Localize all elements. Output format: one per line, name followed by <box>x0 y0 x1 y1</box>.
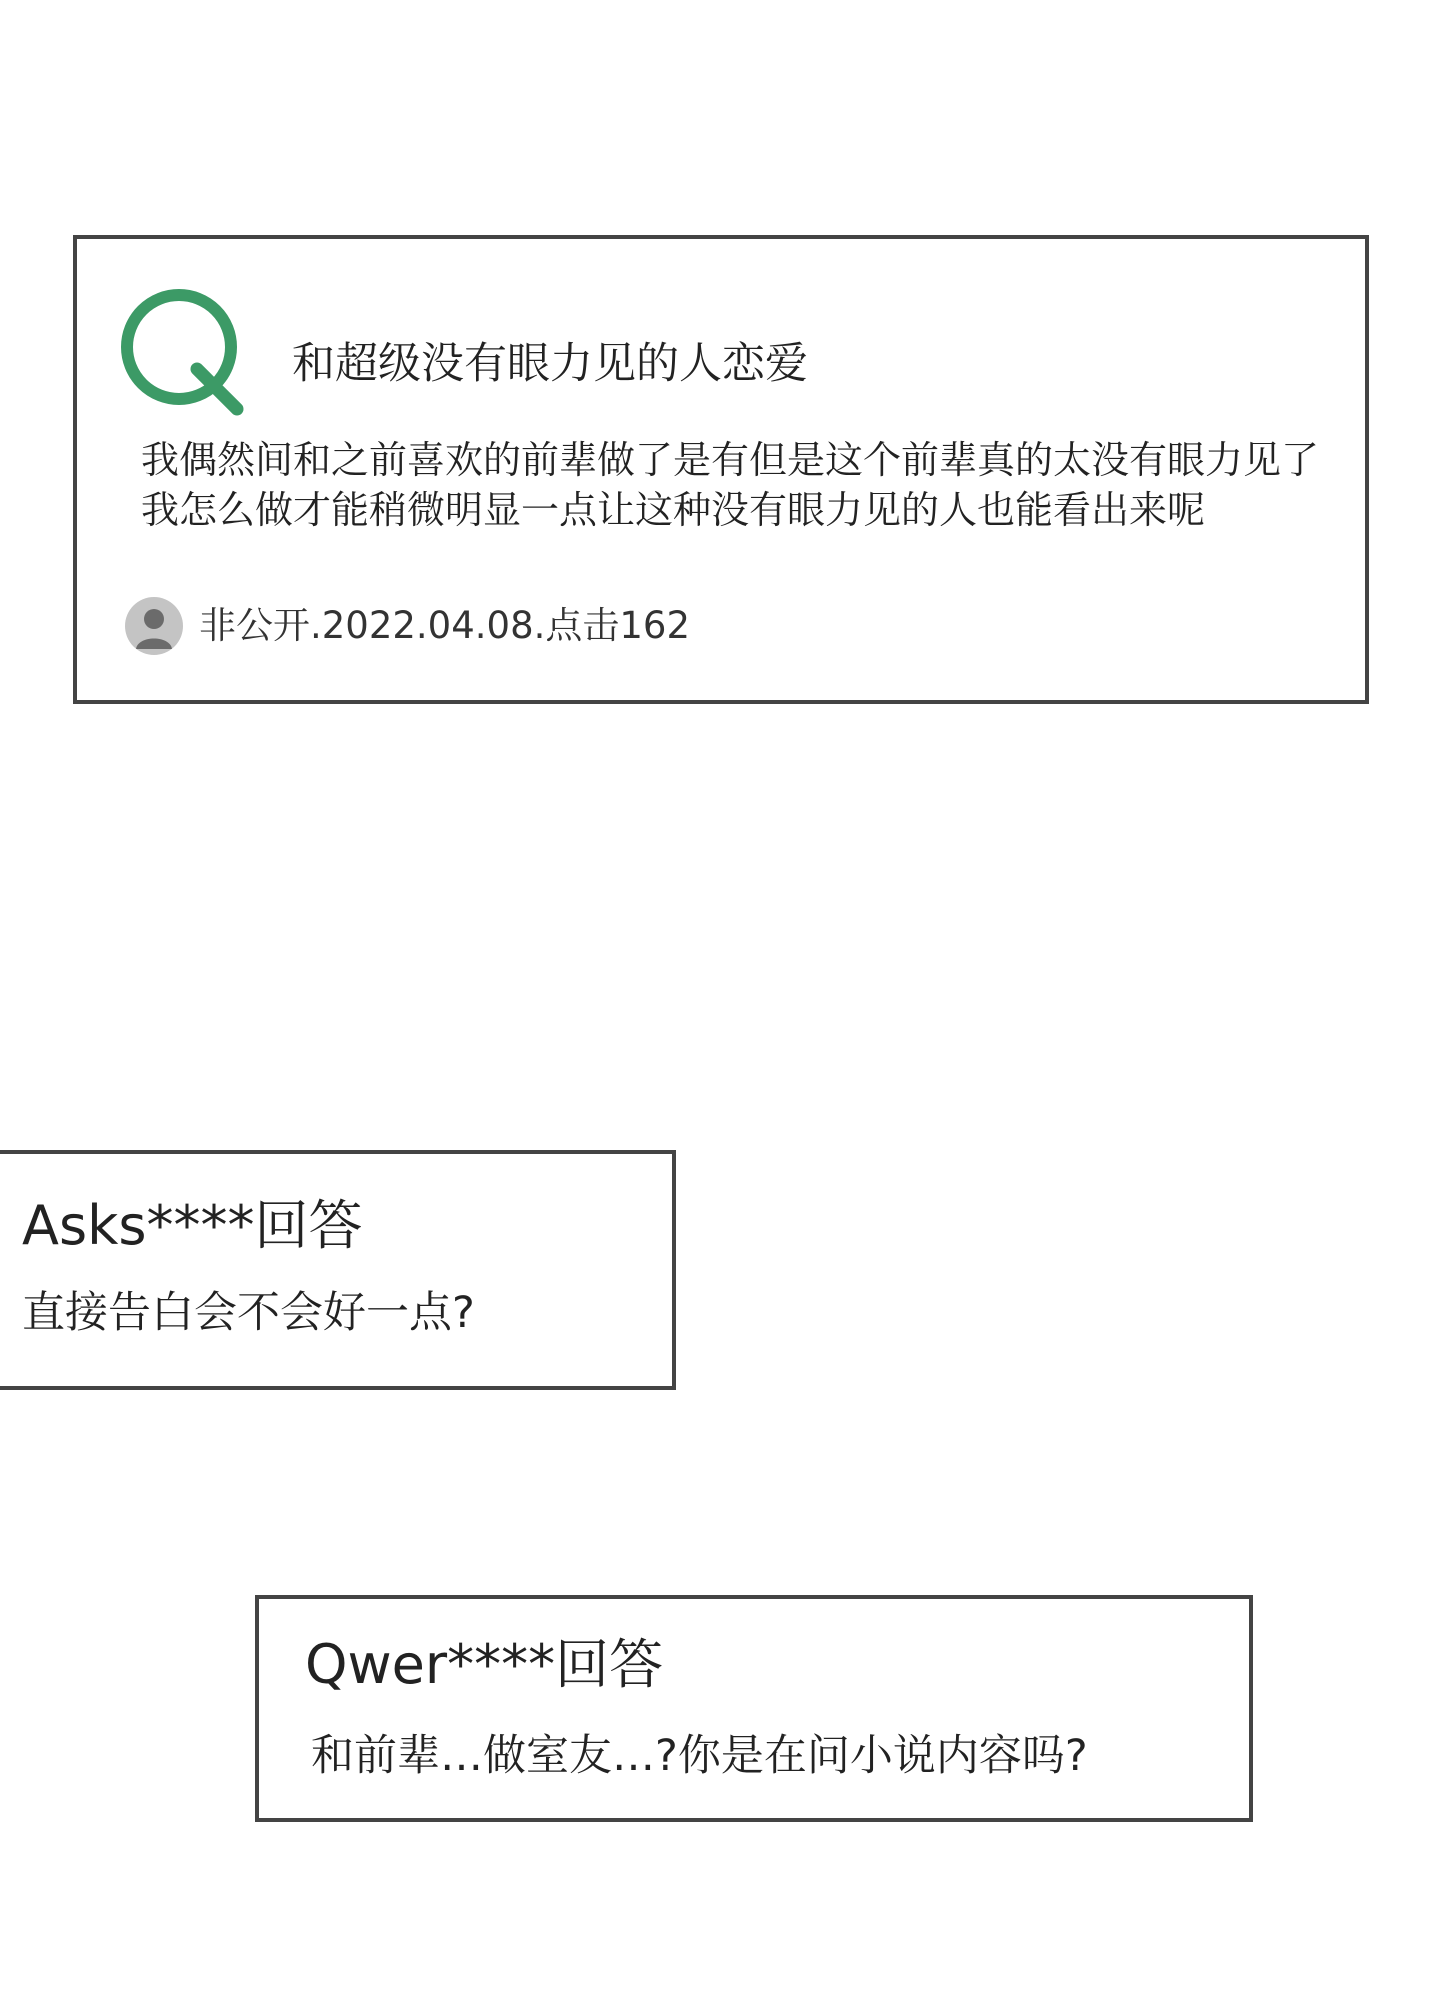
answer-username: Asks****回答 <box>22 1194 363 1257</box>
question-meta-text: 非公开.2022.04.08.点击162 <box>199 604 690 647</box>
answer-card <box>255 1595 1253 1822</box>
answer-username: Qwer****回答 <box>305 1633 664 1696</box>
question-card <box>73 235 1369 704</box>
answer-text: 和前辈…做室友…?你是在问小说内容吗? <box>311 1731 1088 1781</box>
answer-text: 直接告白会不会好一点? <box>22 1288 475 1338</box>
answer-card <box>0 1150 676 1390</box>
q-logo-icon <box>117 285 249 417</box>
question-body: 我偶然间和之前喜欢的前辈做了是有但是这个前辈真的太没有眼力见了我怎么做才能稍微明显一点让这种没有眼力见的人也能看出来呢 <box>141 438 1320 532</box>
avatar-icon <box>125 597 183 655</box>
question-title: 和超级没有眼力见的人恋爱 <box>292 339 808 389</box>
